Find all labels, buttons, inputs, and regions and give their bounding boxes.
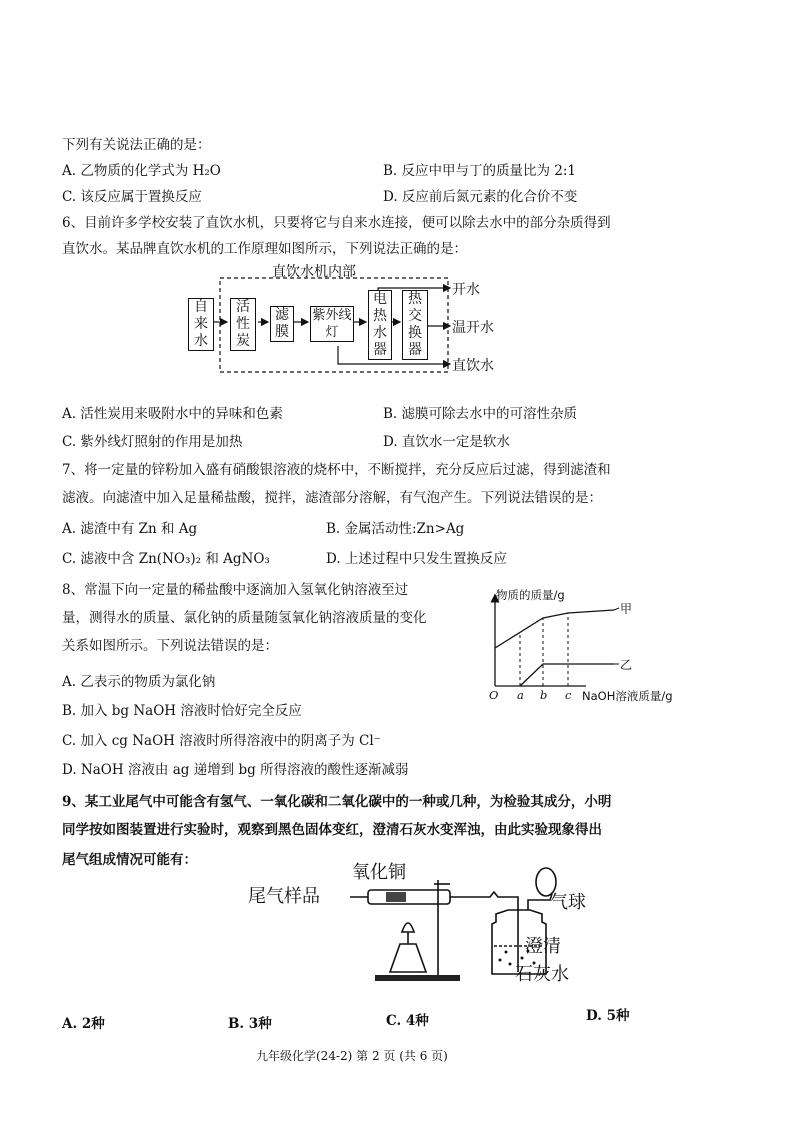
box-tap-water: 自来水 [188,298,214,351]
graph-series-yi: 乙 [620,658,633,672]
q9-option-d[interactable]: D. 5种 [586,1008,630,1024]
q5-option-b[interactable]: B. 反应中甲与丁的质量比为 2:1 [383,163,577,179]
q5-option-d[interactable]: D. 反应前后氮元素的化合价不变 [383,189,578,205]
delivery-tube [472,892,518,972]
output-warm-water: 温开水 [452,320,494,336]
q8-stem-line1: 8、常温下向一定量的稀盐酸中逐滴加入氢氧化钠溶液至过 [62,582,409,598]
q6-option-d[interactable]: D. 直饮水一定是软水 [383,434,510,450]
label-limewater-line1: 澄清 [525,936,561,957]
q9-option-c[interactable]: C. 4种 [386,1013,429,1029]
q6-stem-line1: 6、目前许多学校安装了直饮水机，只要将它与自来水连接，便可以除去水中的部分杂质得到 [62,215,611,231]
q7-option-c[interactable]: C. 滤液中含 Zn(NO₃)₂ 和 AgNO₃ [62,551,270,567]
q5-stem: 下列有关说法正确的是： [62,137,211,153]
graph-tick-b: b [540,688,548,702]
q8-option-b[interactable]: B. 加入 bg NaOH 溶液时恰好完全反应 [62,703,302,719]
q6-stem-line2: 直饮水。某品牌直饮水机的工作原理如图所示，下列说法正确的是： [62,241,467,257]
q8-option-a[interactable]: A. 乙表示的物质为氯化钠 [62,674,216,690]
q8-option-c[interactable]: C. 加入 cg NaOH 溶液时所得溶液中的阴离子为 Cl⁻ [62,733,381,749]
box-uv-lamp: 紫外线灯 [310,306,354,342]
experiment-apparatus [250,852,610,992]
q5-option-a[interactable]: A. 乙物质的化学式为 H₂O [62,163,221,179]
graph-x-label: NaOH溶液质量/g [582,689,673,703]
graph-tick-c: c [565,688,572,702]
box-heat-exchanger: 热交换器 [402,290,428,360]
q8-stem-line2: 量，测得水的质量、氯化钠的质量随氢氧化钠溶液质量的变化 [62,610,427,626]
box-electric-heater: 电热水器 [368,290,392,360]
q6-option-c[interactable]: C. 紫外线灯照射的作用是加热 [62,434,243,450]
label-balloon: 气球 [550,892,586,913]
leader-jia [614,608,619,610]
q8-option-d[interactable]: D. NaOH 溶液由 ag 递增到 bg 所得溶液的酸性逐渐减弱 [62,762,409,778]
output-boiling-water: 开水 [452,282,480,298]
graph-y-label: 物质的质量/g [496,588,565,602]
lamp-flame [402,923,414,932]
q7-stem-line1: 7、将一定量的锌粉加入盛有硝酸银溶液的烧杯中，不断搅拌，充分反应后过滤，得到滤渣和 [62,462,611,478]
diagram-title: 直饮水机内部 [272,264,356,280]
q8-graph [486,588,706,708]
output-drinking-water: 直饮水 [452,358,494,374]
graph-origin: O [489,688,499,702]
label-copper-oxide: 氧化铜 [352,862,406,883]
box-filter-membrane: 滤膜 [270,306,294,342]
q7-option-b[interactable]: B. 金属活动性:Zn>Ag [326,521,465,537]
q9-stem-line1: 9、某工业尾气中可能含有氢气、一氧化碳和二氧化碳中的一种或几种，为检验其成分，小明 [62,794,612,810]
q9-stem-line2: 同学按如图装置进行实验时，观察到黑色固体变红，澄清石灰水变浑浊，由此实验现象得出 [62,822,602,838]
series-jia-line [495,610,614,648]
q6-option-a[interactable]: A. 活性炭用来吸附水中的异味和色素 [62,406,283,422]
q5-option-c[interactable]: C. 该反应属于置换反应 [62,189,202,205]
q7-option-a[interactable]: A. 滤渣中有 Zn 和 Ag [62,521,198,537]
q8-stem-line3: 关系如图所示。下列说法错误的是： [62,638,278,654]
series-yi-line [520,664,614,686]
page-footer: 九年级化学(24-2) 第 2 页 (共 6 页) [256,1049,448,1063]
water-dispenser-diagram [180,262,510,382]
q7-option-d[interactable]: D. 上述过程中只发生置换反应 [326,551,507,567]
q9-option-b[interactable]: B. 3种 [228,1016,272,1032]
label-limewater-line2: 石灰水 [515,964,569,985]
q9-stem-line3: 尾气组成情况可能有： [62,852,197,868]
q7-stem-line2: 滤液。向滤渣中加入足量稀盐酸，搅拌，滤渣部分溶解，有气泡产生。下列说法错误的是： [62,490,602,506]
alcohol-lamp [390,944,426,972]
box-activated-carbon: 活性炭 [230,298,256,351]
q9-option-a[interactable]: A. 2种 [62,1016,105,1032]
q6-option-b[interactable]: B. 滤膜可除去水中的可溶性杂质 [383,406,578,422]
graph-tick-a: a [517,688,524,702]
graph-series-jia: 甲 [620,602,633,616]
label-tail-gas-sample: 尾气样品 [248,886,320,907]
